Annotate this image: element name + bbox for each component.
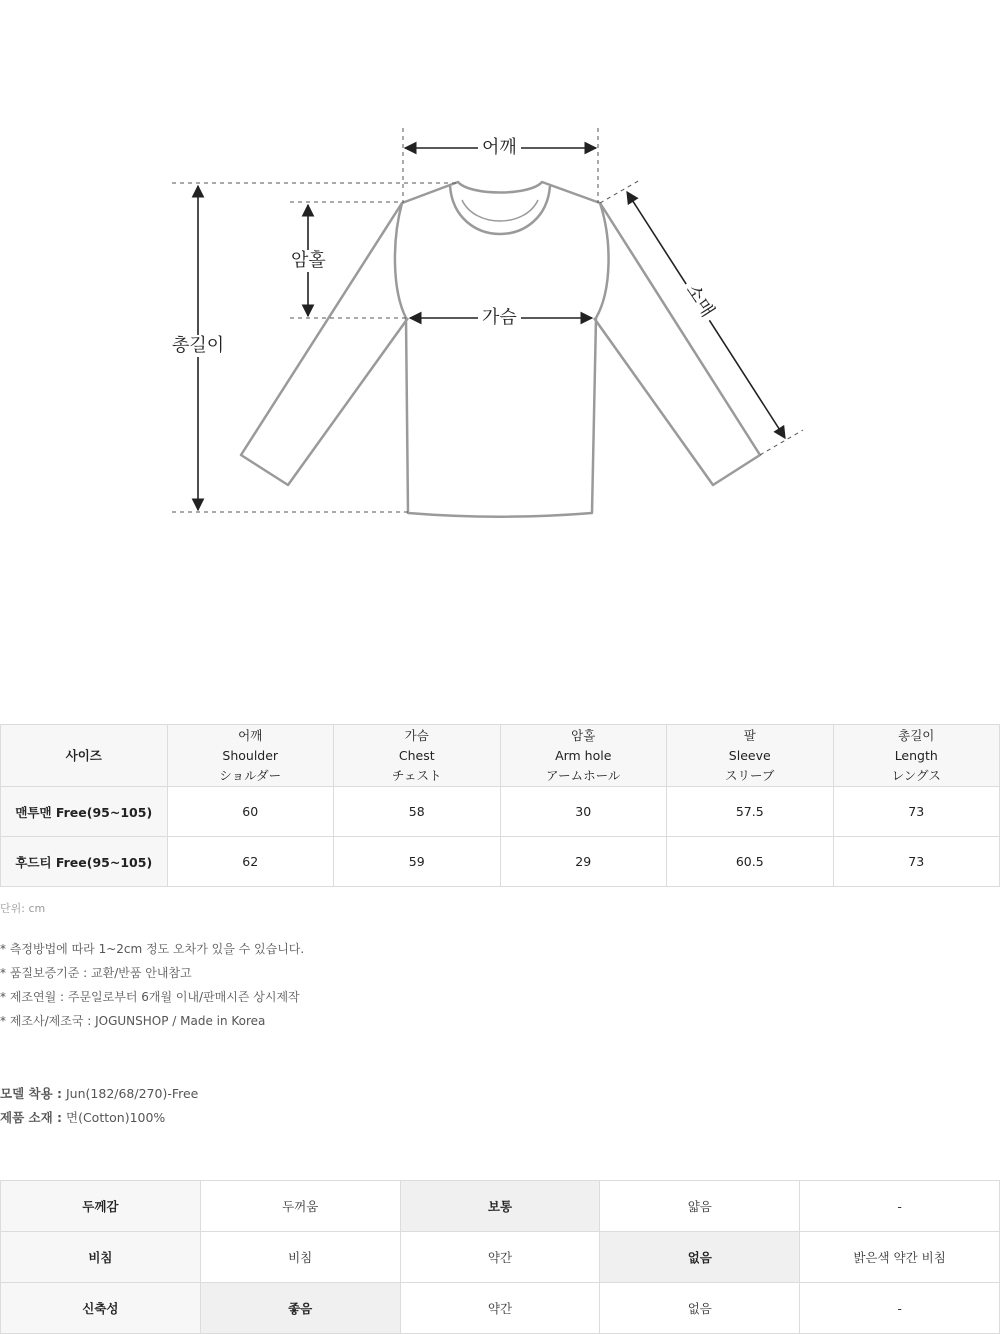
feel-option-selected: 좋음 [200, 1283, 400, 1334]
feel-option: 약간 [400, 1232, 600, 1283]
right-sleeve-outline [594, 203, 760, 485]
chest-label: 가슴 [478, 307, 521, 329]
note-item: * 제조사/제조국 : JOGUNSHOP / Made in Korea [0, 1014, 266, 1028]
material-line [0, 1106, 198, 1130]
feel-row-label: 비침 [1, 1232, 201, 1283]
header-chest: 가슴 Chest チェスト [334, 725, 501, 787]
header-size: 사이즈 [1, 725, 168, 787]
cell-chest: 59 [334, 837, 501, 887]
feel-row-label: 두께감 [1, 1181, 201, 1232]
feel-option: 두꺼움 [200, 1181, 400, 1232]
feel-option-selected: 없음 [600, 1232, 800, 1283]
note-item: * 품질보증기준 : 교환/반품 안내참고 [0, 966, 192, 980]
header-armhole: 암홀 Arm hole アームホール [500, 725, 667, 787]
feel-option-selected: 보통 [400, 1181, 600, 1232]
feel-row-label: 신축성 [1, 1283, 201, 1334]
armhole-label: 암홀 [287, 250, 330, 272]
cell-length: 73 [833, 787, 1000, 837]
fabric-feel-table [0, 1180, 1000, 1334]
model-info [0, 1082, 198, 1130]
note-item: * 제조연월 : 주문일로부터 6개월 이내/판매시즌 상시제작 [0, 990, 300, 1004]
cell-chest: 58 [334, 787, 501, 837]
table-row [1, 1283, 1000, 1334]
cell-sleeve: 60.5 [667, 837, 834, 887]
model-fit-label: 모델 착용 : [0, 1086, 63, 1101]
table-row [1, 837, 1000, 887]
size-table-header-row [1, 725, 1000, 787]
shirt-body-outline [395, 182, 609, 517]
header-length: 총길이 Length レングス [833, 725, 1000, 787]
feel-option: 밝은색 약간 비침 [800, 1232, 1000, 1283]
shirt-collar-inner [462, 200, 538, 221]
row-name: 후드티 Free(95~105) [1, 837, 168, 887]
feel-option: - [800, 1283, 1000, 1334]
cell-armhole: 29 [500, 837, 667, 887]
table-row [1, 1181, 1000, 1232]
feel-option: 비침 [200, 1232, 400, 1283]
note-item: * 측정방법에 따라 1~2cm 정도 오차가 있을 수 있습니다. [0, 942, 305, 956]
model-fit-value: Jun(182/68/270)-Free [66, 1086, 199, 1101]
sleeve-label: 소매 [679, 277, 721, 325]
feel-option: 얇음 [600, 1181, 800, 1232]
feel-option: 없음 [600, 1283, 800, 1334]
material-value: 면(Cotton)100% [66, 1110, 166, 1125]
model-fit-line [0, 1082, 198, 1106]
header-sleeve: 팔 Sleeve スリーブ [667, 725, 834, 787]
feel-option: - [800, 1181, 1000, 1232]
table-row [1, 787, 1000, 837]
cell-shoulder: 62 [167, 837, 334, 887]
length-label: 총길이 [168, 335, 228, 357]
unit-note: 단위: cm [0, 902, 46, 915]
feel-option: 약간 [400, 1283, 600, 1334]
row-name: 맨투맨 Free(95~105) [1, 787, 168, 837]
cell-length: 73 [833, 837, 1000, 887]
table-row [1, 1232, 1000, 1283]
cell-armhole: 30 [500, 787, 667, 837]
size-table [0, 724, 1000, 887]
left-sleeve-outline [241, 203, 408, 485]
cell-shoulder: 60 [167, 787, 334, 837]
material-label: 제품 소재 : [0, 1110, 63, 1125]
notes-list [0, 937, 304, 1033]
header-shoulder: 어깨 Shoulder ショルダー [167, 725, 334, 787]
shoulder-label: 어깨 [478, 137, 521, 159]
cell-sleeve: 57.5 [667, 787, 834, 837]
